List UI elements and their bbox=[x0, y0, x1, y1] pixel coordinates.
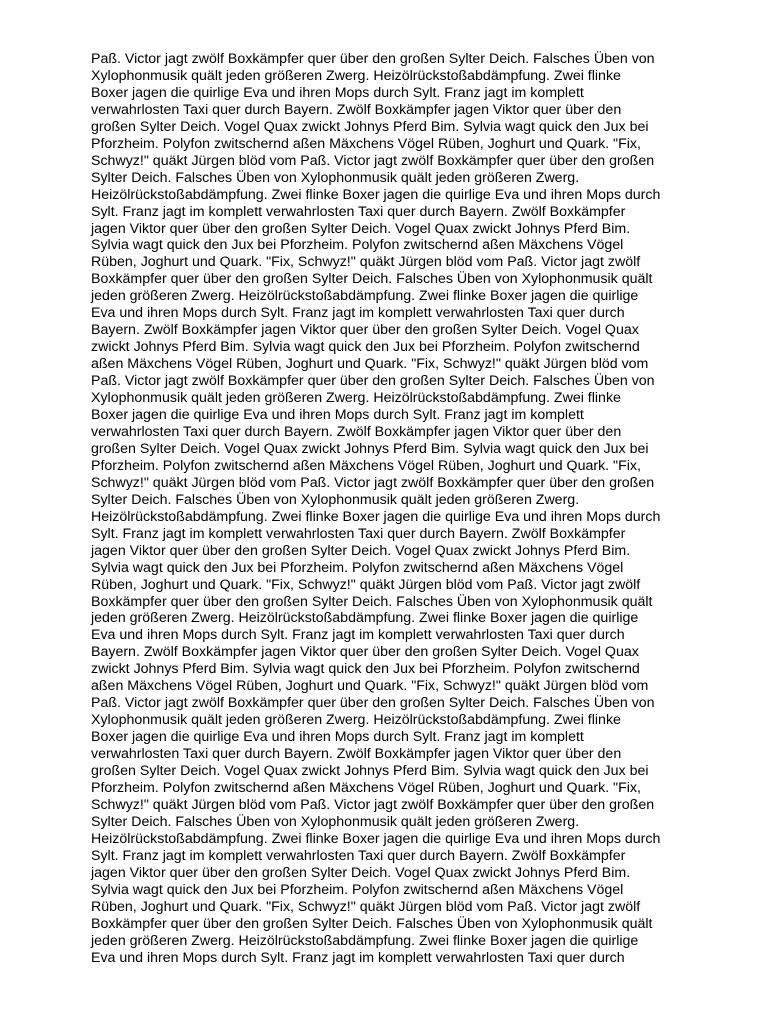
text-line: Pforzheim. Polyfon zwitschernd aßen Mäxchens Vögel Rüben, Joghurt und Quark. "Fix, bbox=[91, 779, 641, 796]
text-line: Pforzheim. Polyfon zwitschernd aßen Mäxchens Vögel Rüben, Joghurt und Quark. "Fix, bbox=[91, 457, 641, 474]
text-line: Sylt. Franz jagt im komplett verwahrlosten Taxi quer durch Bayern. Zwölf Boxkämpfer bbox=[91, 847, 626, 864]
text-line: zwickt Johnys Pferd Bim. Sylvia wagt quick den Jux bei Pforzheim. Polyfon zwitschernd bbox=[91, 339, 640, 356]
text-line: Rüben, Joghurt und Quark. "Fix, Schwyz!" quäkt Jürgen blöd vom Paß. Victor jagt zwölf bbox=[91, 898, 641, 915]
text-line: Sylvia wagt quick den Jux bei Pforzheim. Polyfon zwitschernd aßen Mäxchens Vögel bbox=[91, 559, 624, 576]
text-line: großen Sylter Deich. Vogel Quax zwickt Johnys Pferd Bim. Sylvia wagt quick den Jux bei bbox=[91, 440, 649, 457]
text-line: Xylophonmusik quält jeden größeren Zwerg. Heizölrückstoßabdämpfung. Zwei flinke bbox=[91, 67, 621, 84]
text-line: Rüben, Joghurt und Quark. "Fix, Schwyz!" quäkt Jürgen blöd vom Paß. Victor jagt zwölf bbox=[91, 254, 641, 271]
text-line: verwahrlosten Taxi quer durch Bayern. Zwölf Boxkämpfer jagen Viktor quer über den bbox=[91, 746, 622, 763]
text-line: Boxer jagen die quirlige Eva und ihren Mops durch Sylt. Franz jagt im komplett bbox=[91, 407, 584, 424]
text-line: Schwyz!" quäkt Jürgen blöd vom Paß. Victor jagt zwölf Boxkämpfer quer über den großen bbox=[91, 796, 655, 813]
text-line: großen Sylter Deich. Vogel Quax zwickt Johnys Pferd Bim. Sylvia wagt quick den Jux bei bbox=[91, 118, 649, 135]
text-line: Bayern. Zwölf Boxkämpfer jagen Viktor quer über den großen Sylter Deich. Vogel Quax bbox=[91, 322, 639, 339]
text-line: Sylter Deich. Falsches Üben von Xylophonmusik quält jeden größeren Zwerg. bbox=[91, 169, 580, 186]
text-line: aßen Mäxchens Vögel Rüben, Joghurt und Quark. "Fix, Schwyz!" quäkt Jürgen blöd vom bbox=[91, 678, 649, 695]
text-line: jagen Viktor quer über den großen Sylter Deich. Vogel Quax zwickt Johnys Pferd Bim. bbox=[91, 864, 631, 881]
text-line: jeden größeren Zwerg. Heizölrückstoßabdämpfung. Zwei flinke Boxer jagen die quirlige bbox=[91, 610, 639, 627]
text-line: zwickt Johnys Pferd Bim. Sylvia wagt quick den Jux bei Pforzheim. Polyfon zwitschernd bbox=[91, 661, 640, 678]
body-text bbox=[91, 51, 731, 966]
text-line: Boxer jagen die quirlige Eva und ihren Mops durch Sylt. Franz jagt im komplett bbox=[91, 729, 584, 746]
text-line: Sylvia wagt quick den Jux bei Pforzheim. Polyfon zwitschernd aßen Mäxchens Vögel bbox=[91, 881, 624, 898]
text-line: Pforzheim. Polyfon zwitschernd aßen Mäxchens Vögel Rüben, Joghurt und Quark. "Fix, bbox=[91, 135, 641, 152]
text-line: Sylter Deich. Falsches Üben von Xylophonmusik quält jeden größeren Zwerg. bbox=[91, 491, 580, 508]
text-line: verwahrlosten Taxi quer durch Bayern. Zwölf Boxkämpfer jagen Viktor quer über den bbox=[91, 423, 622, 440]
text-line: Schwyz!" quäkt Jürgen blöd vom Paß. Victor jagt zwölf Boxkämpfer quer über den großen bbox=[91, 152, 655, 169]
text-line: Heizölrückstoßabdämpfung. Zwei flinke Boxer jagen die quirlige Eva und ihren Mops durch bbox=[91, 830, 661, 847]
text-line: Paß. Victor jagt zwölf Boxkämpfer quer über den großen Sylter Deich. Falsches Üben von bbox=[91, 51, 655, 67]
text-line: jagen Viktor quer über den großen Sylter Deich. Vogel Quax zwickt Johnys Pferd Bim. bbox=[91, 542, 631, 559]
text-line: Eva und ihren Mops durch Sylt. Franz jagt im komplett verwahrlosten Taxi quer durch bbox=[91, 627, 625, 644]
text-line: Heizölrückstoßabdämpfung. Zwei flinke Boxer jagen die quirlige Eva und ihren Mops durch bbox=[91, 508, 661, 525]
text-line: jeden größeren Zwerg. Heizölrückstoßabdämpfung. Zwei flinke Boxer jagen die quirlige bbox=[91, 932, 639, 949]
text-line: Eva und ihren Mops durch Sylt. Franz jagt im komplett verwahrlosten Taxi quer durch bbox=[91, 949, 625, 966]
text-line: Sylt. Franz jagt im komplett verwahrlosten Taxi quer durch Bayern. Zwölf Boxkämpfer bbox=[91, 525, 626, 542]
text-line: verwahrlosten Taxi quer durch Bayern. Zwölf Boxkämpfer jagen Viktor quer über den bbox=[91, 101, 622, 118]
text-line: jeden größeren Zwerg. Heizölrückstoßabdämpfung. Zwei flinke Boxer jagen die quirlige bbox=[91, 288, 639, 305]
text-line: jagen Viktor quer über den großen Sylter Deich. Vogel Quax zwickt Johnys Pferd Bim. bbox=[91, 220, 631, 237]
text-line: Sylt. Franz jagt im komplett verwahrlosten Taxi quer durch Bayern. Zwölf Boxkämpfer bbox=[91, 203, 626, 220]
text-line: Xylophonmusik quält jeden größeren Zwerg. Heizölrückstoßabdämpfung. Zwei flinke bbox=[91, 390, 621, 407]
text-line: großen Sylter Deich. Vogel Quax zwickt Johnys Pferd Bim. Sylvia wagt quick den Jux bei bbox=[91, 763, 649, 780]
text-line: Boxkämpfer quer über den großen Sylter Deich. Falsches Üben von Xylophonmusik quält bbox=[91, 271, 653, 288]
text-line: Boxkämpfer quer über den großen Sylter Deich. Falsches Üben von Xylophonmusik quält bbox=[91, 593, 653, 610]
text-line: Paß. Victor jagt zwölf Boxkämpfer quer über den großen Sylter Deich. Falsches Üben von bbox=[91, 695, 655, 712]
text-line: Eva und ihren Mops durch Sylt. Franz jagt im komplett verwahrlosten Taxi quer durch bbox=[91, 305, 625, 322]
text-line: Heizölrückstoßabdämpfung. Zwei flinke Boxer jagen die quirlige Eva und ihren Mops durch bbox=[91, 186, 661, 203]
text-line: Sylter Deich. Falsches Üben von Xylophonmusik quält jeden größeren Zwerg. bbox=[91, 813, 580, 830]
text-line: Rüben, Joghurt und Quark. "Fix, Schwyz!" quäkt Jürgen blöd vom Paß. Victor jagt zwölf bbox=[91, 576, 641, 593]
text-line: Schwyz!" quäkt Jürgen blöd vom Paß. Victor jagt zwölf Boxkämpfer quer über den großen bbox=[91, 474, 655, 491]
text-line: Sylvia wagt quick den Jux bei Pforzheim. Polyfon zwitschernd aßen Mäxchens Vögel bbox=[91, 237, 624, 254]
text-line: Xylophonmusik quält jeden größeren Zwerg. Heizölrückstoßabdämpfung. Zwei flinke bbox=[91, 712, 621, 729]
text-line: aßen Mäxchens Vögel Rüben, Joghurt und Quark. "Fix, Schwyz!" quäkt Jürgen blöd vom bbox=[91, 356, 649, 373]
text-line: Bayern. Zwölf Boxkämpfer jagen Viktor quer über den großen Sylter Deich. Vogel Quax bbox=[91, 644, 639, 661]
text-line: Paß. Victor jagt zwölf Boxkämpfer quer über den großen Sylter Deich. Falsches Üben von bbox=[91, 373, 655, 390]
text-line: Boxer jagen die quirlige Eva und ihren Mops durch Sylt. Franz jagt im komplett bbox=[91, 84, 584, 101]
text-line: Boxkämpfer quer über den großen Sylter Deich. Falsches Üben von Xylophonmusik quält bbox=[91, 915, 653, 932]
